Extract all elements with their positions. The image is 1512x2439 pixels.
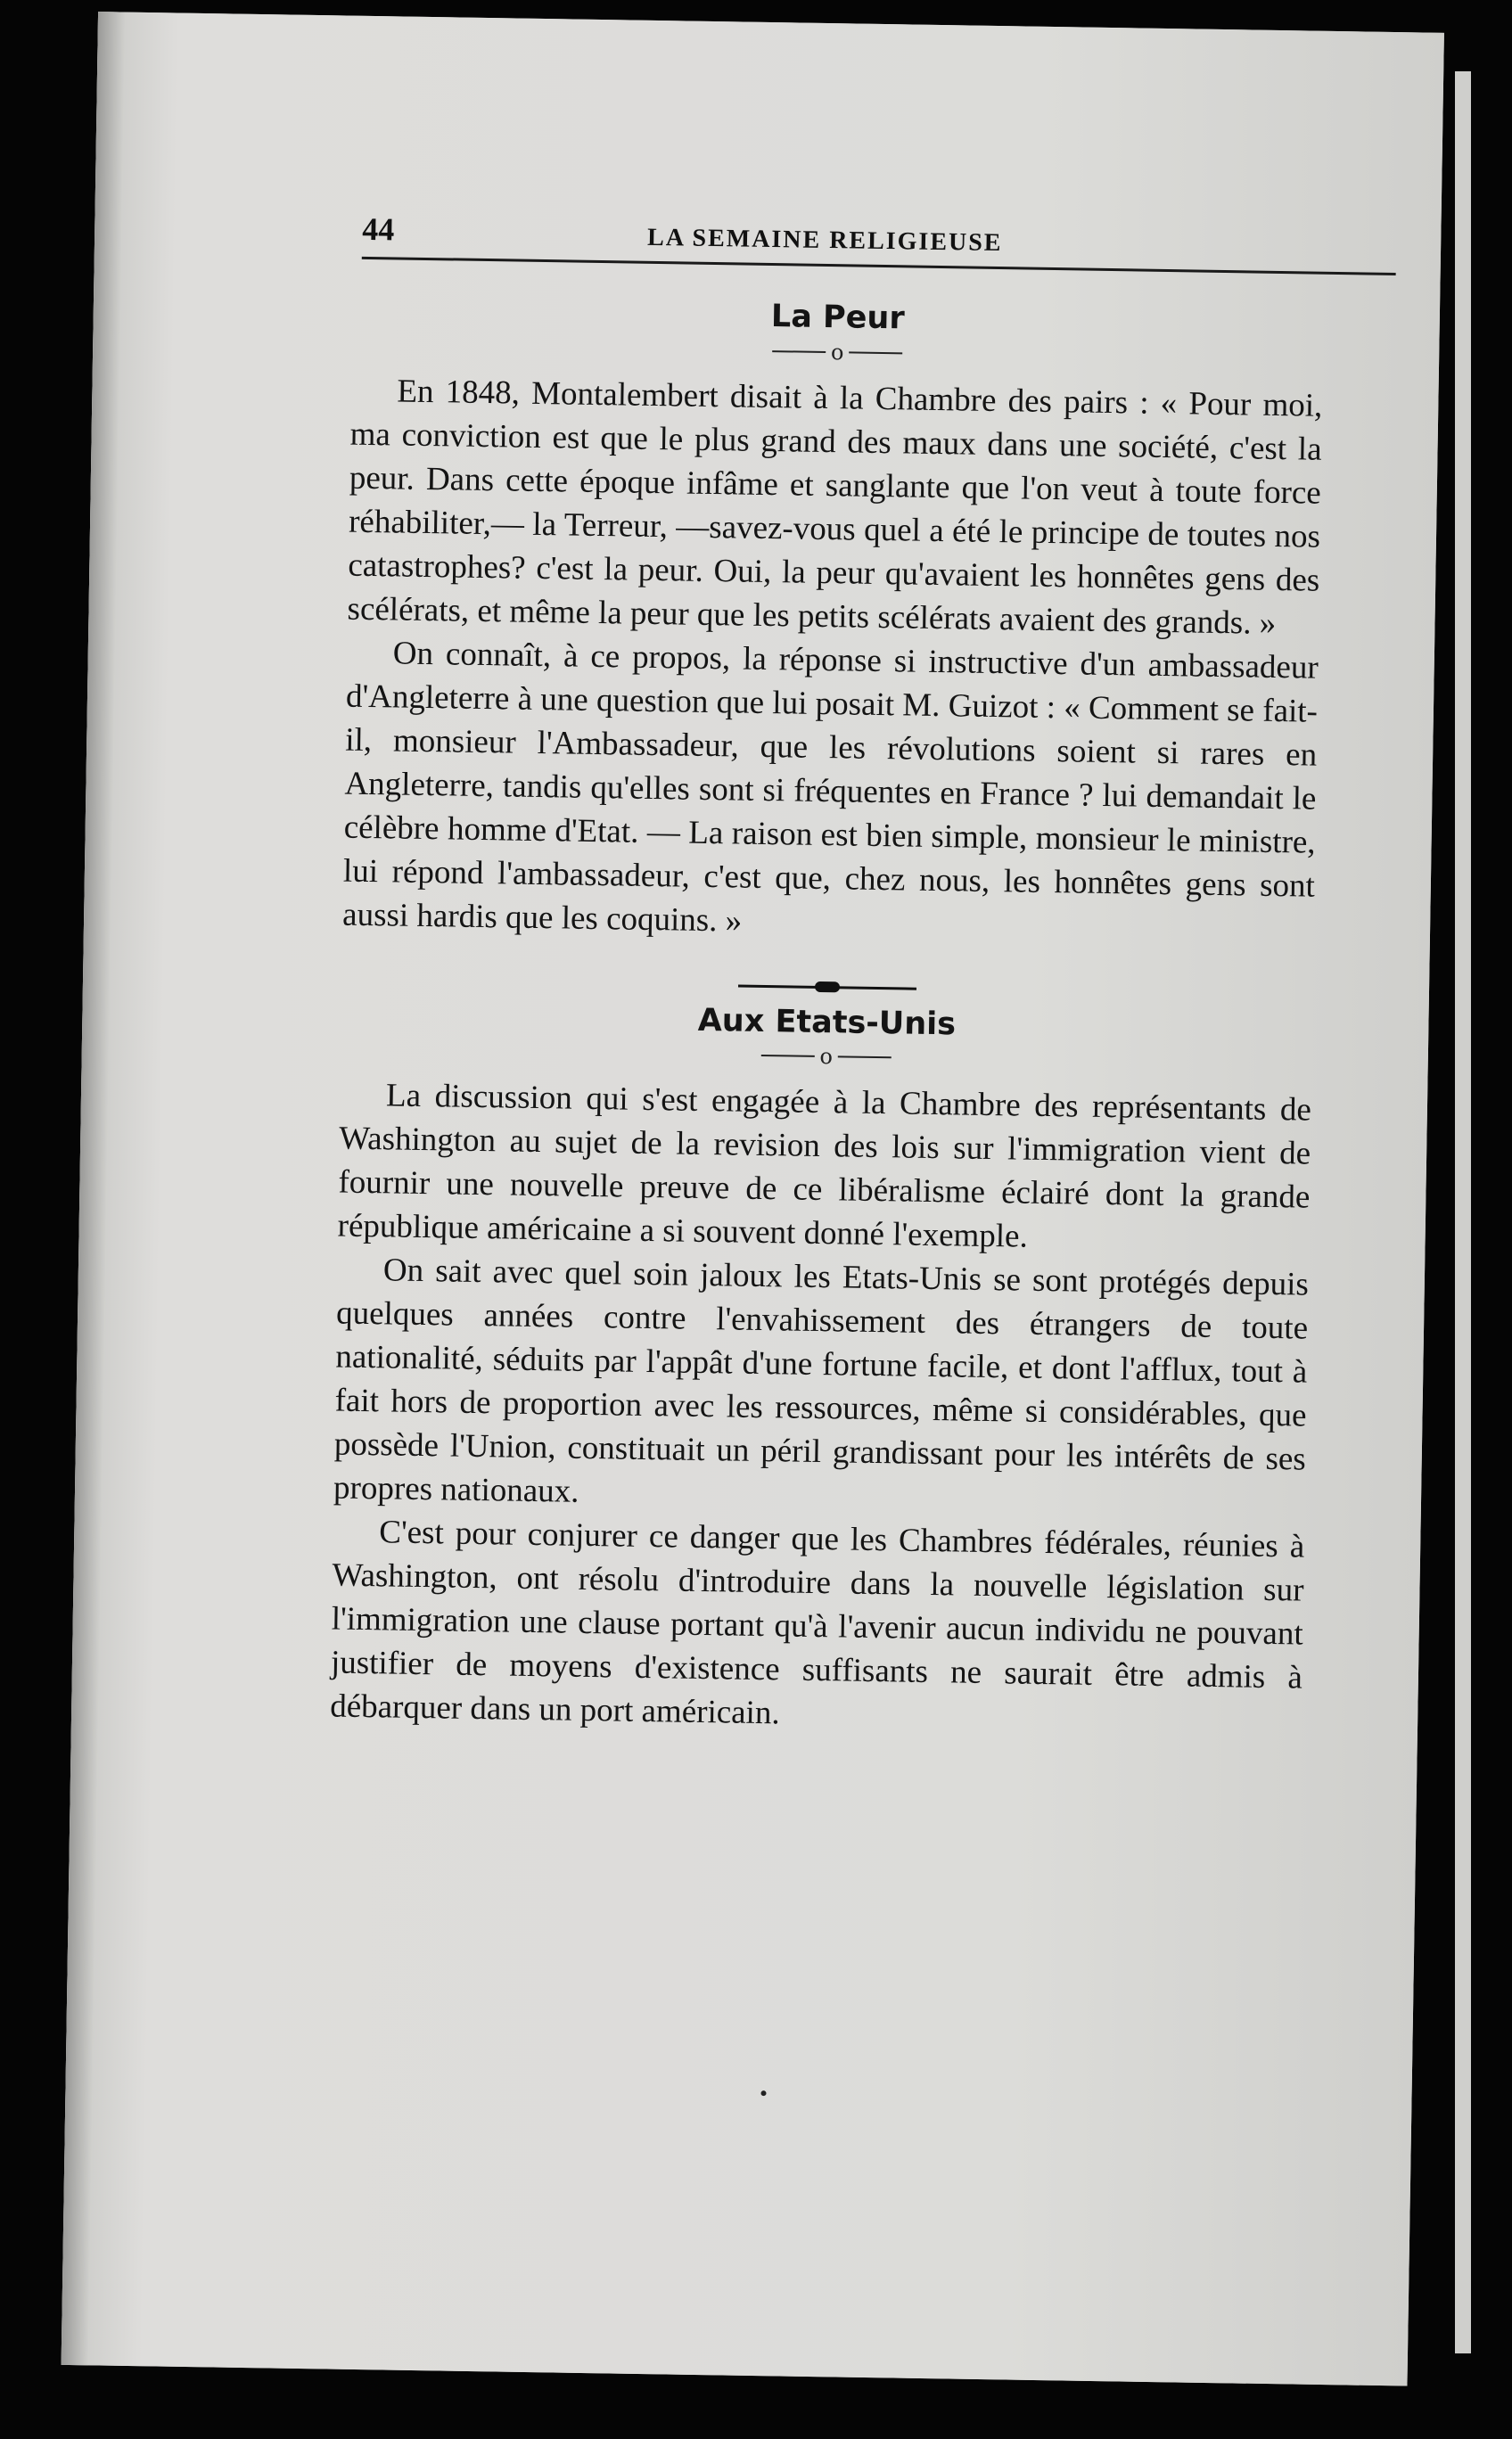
paragraph: La discussion qui s'est engagée à la Chambre des représentants de Washington au sujet de la revision des lois sur l'immigration vient de fournir une nouvelle preuve de ce libéralisme éclairé dont la grande république américaine a si souvent donné l'exemple. [337,1077,1312,1255]
book-page [62,12,1444,2386]
paragraph: On sait avec quel soin jaloux les Etats-Unis se sont protégés depuis quelques années contre l'envahissement des étrangers de toute nationalité, séduits par l'appât d'une fortune facile, et dont l'afflux, tout à fait hors de proportion avec les ressources, même si considérables, que possède l'Union, constituait un péril grandissant pour les intérêts de ses propres nationaux. [333,1252,1310,1510]
section-title: La Peur [770,299,905,337]
article-la-peur [342,292,1324,952]
page-header [362,185,1397,275]
page-body [330,292,1324,1744]
section-title: Aux Etats-Unis [697,1002,957,1042]
article-aux-etats-unis [330,997,1313,1744]
paragraph: On connaît, à ce propos, la réponse si instructive d'un ambassadeur d'Angleterre à une question que lui posait M. Guizot : « Comment se fait-il, monsieur l'Ambassadeur, que les révolutions soient si rares en Angleterre, tandis qu'elles sont si fréquentes en France ? lui demandait le célèbre homme d'Etat. — La raison est bien simple, monsieur le ministre, lui répond l'ambassadeur, c'est que, chez nous, les honnêtes gens sont aussi hardis que les coquins. » [341,634,1319,940]
paragraph: En 1848, Montalembert disait à la Chambre des pairs : « Pour moi, ma conviction est que le plus grand des maux dans une société, c'est la peur. Dans cette époque infâme et sanglante que l'on veut à toute force réhabiliter,— la Terreur, —savez-vous quel a été le principe de toutes nos catastrophes? c'est la peur. Oui, la peur qu'avaient les honnêtes gens des scélérats, et même la peur que les petits scélérats avaient des grands. » [347,372,1323,642]
dust-speck [760,2090,766,2096]
adjacent-page-edge [1455,71,1471,2353]
section-ornament [738,978,916,995]
running-title: LA SEMAINE RELIGIEUSE [646,223,1003,258]
paragraph: C'est pour conjurer ce danger que les Chambres fédérales, réunies à Washington, ont résolu d'introduire dans la nouvelle législation sur l'immigration une clause portant qu'à l'avenir aucun individu ne pouvant justifier de moyens d'existence suffisants ne saurait être admis à débarquer dans un port américain. [329,1514,1305,1732]
title-separator: o [341,1036,1312,1076]
page-number: 44 [361,210,395,248]
title-separator: o [351,332,1323,372]
page-gutter [62,12,125,2365]
